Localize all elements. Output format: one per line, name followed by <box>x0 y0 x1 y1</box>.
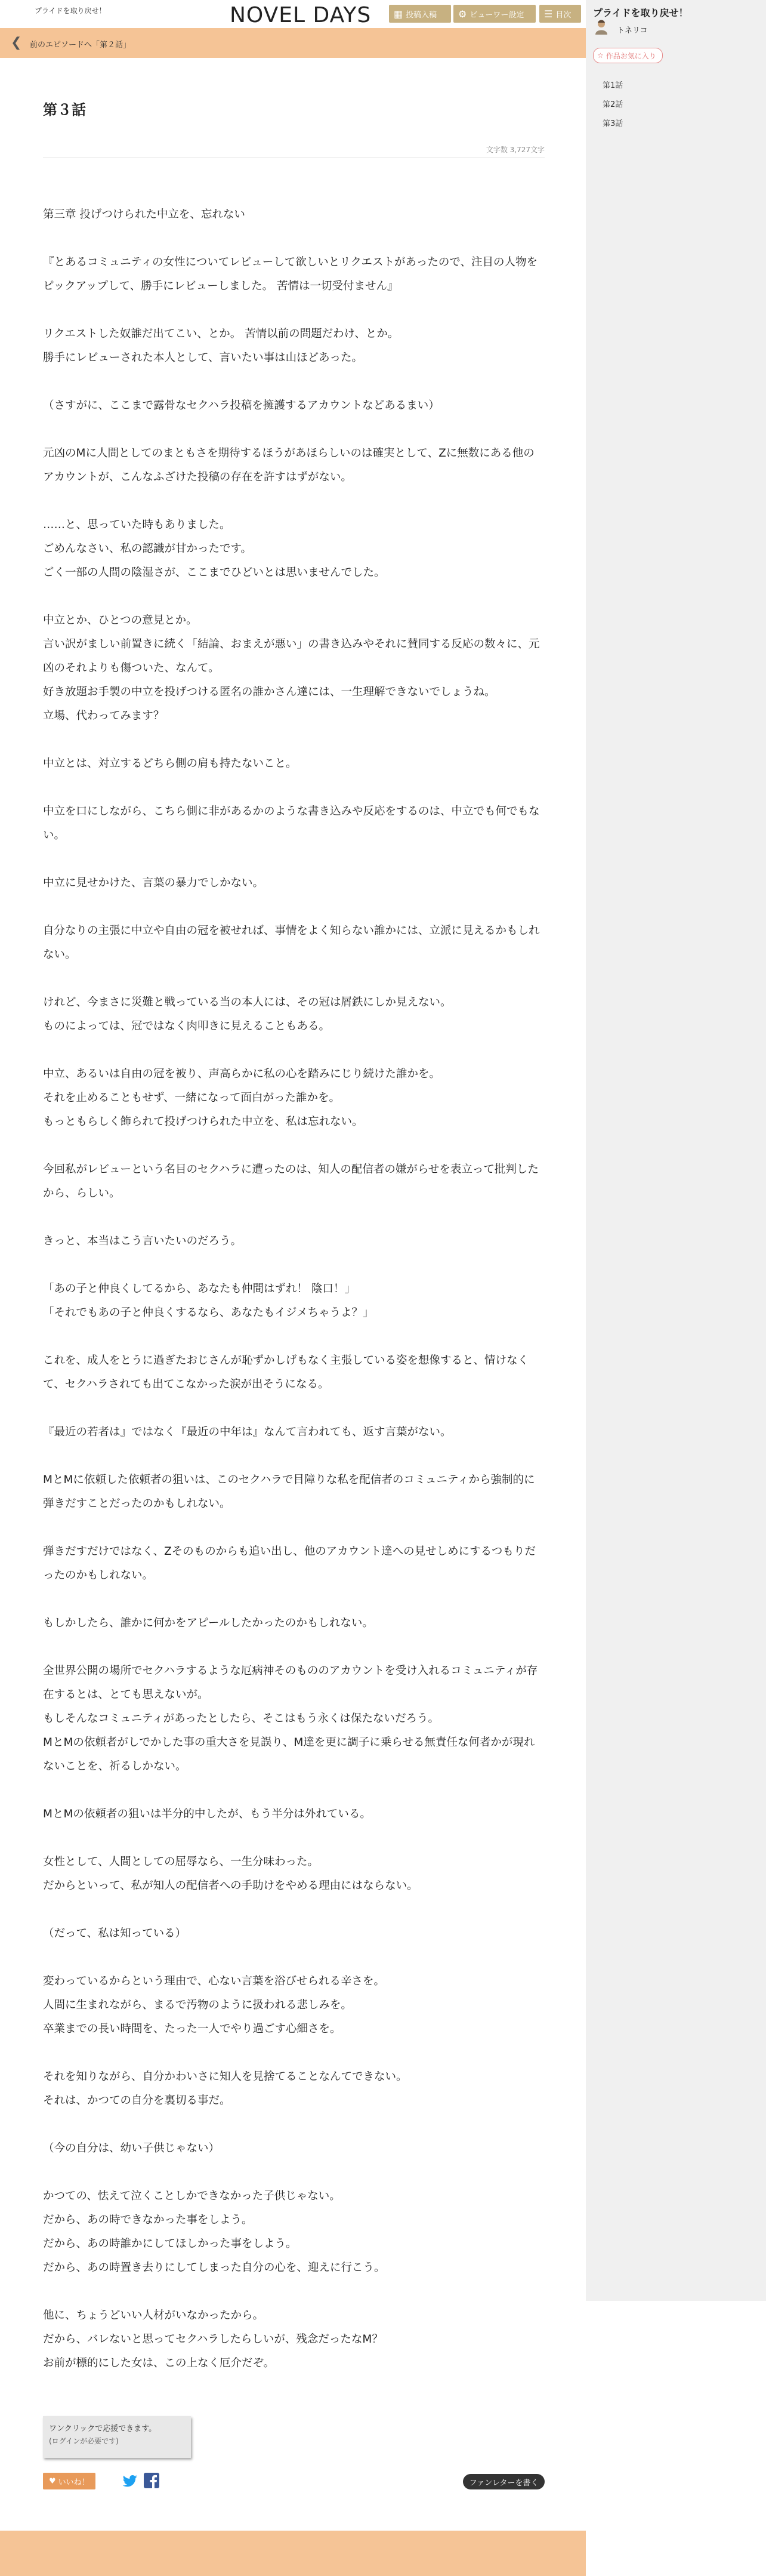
like-button[interactable] <box>43 2473 95 2489</box>
submit-button[interactable] <box>389 5 451 23</box>
heart-icon: ♥ <box>49 2476 56 2486</box>
body-paragraph: （さすがに、ここまで露骨なセクハラ投稿を擁護するアカウントなどあるまい） <box>43 399 440 412</box>
body-paragraph: きっと、本当はこう言いたいのだろう。 <box>43 1235 242 1247</box>
prev-episode-link[interactable]: 前のエピソードへ「第２話」 <box>30 41 131 50</box>
body-paragraph: MとMの依頼者の狙いは半分的中したが、もう半分は外れている。 <box>43 1808 371 1820</box>
body-paragraph: ……と、思っていた時もありました。 ごめんなさい、私の認識が甘かったです。 ごく一部の人間の陰湿さが、ここまでひどいとは思いませんでした。 <box>43 519 385 579</box>
sidebar-novel-title[interactable]: プライドを取り戻せ！ <box>593 7 688 19</box>
body-paragraph: 『最近の若者は』ではなく『最近の中年は』なんて言われても、返す言葉がない。 <box>43 1426 452 1438</box>
footer-band <box>0 2531 586 2576</box>
body-paragraph: （今の自分は、幼い子供じゃない） <box>43 2142 220 2155</box>
facebook-icon[interactable] <box>143 2472 160 2489</box>
page-title: 第３話 <box>43 101 86 118</box>
like-label: いいね！ <box>58 2478 89 2487</box>
body-paragraph: 中立を口にしながら、こちら側に非があるかのような書き込みや反応をするのは、中立でも何でもない。 <box>43 805 540 842</box>
cheer-tooltip <box>43 2416 191 2458</box>
body-paragraph: 自分なりの主張に中立や自由の冠を被せれば、事情をよく知らない誰かには、立派に見えるかもしれない。 <box>43 925 540 961</box>
body-paragraph: 他に、ちょうどいい人材がいなかったから。 だから、バレないと思ってセクハラしたらしいが、残念だったなM？ お前が標的にした女は、この上なく厄介だぞ。 <box>43 2309 383 2369</box>
gear-icon: ⚙ <box>458 8 467 20</box>
episode-list <box>603 79 623 136</box>
body-paragraph: これを、成人をとうに過ぎたおじさんが恥ずかしげもなく主張している姿を想像すると、情けなくて、セクハラされても出てこなかった涙が出そうになる。 <box>43 1354 529 1391</box>
body-paragraph: 「あの子と仲良くしてるから、あなたも仲間はずれ！ 陰口！」 「それでもあの子と仲良くするなら、あなたもイジメちゃうよ？」 <box>43 1283 374 1319</box>
twitter-icon[interactable] <box>122 2472 139 2489</box>
grid-icon: ▦ <box>394 8 403 20</box>
chevron-left-icon[interactable]: ❮ <box>11 35 22 50</box>
cheer-subtext: (ログインが必要です) <box>49 2437 119 2445</box>
body-paragraph: 『とあるコミュニティの女性についてレビューして欲しいとリクエストがあったので、注目の人物をピックアップして、勝手にレビューしました。 苦情は一切受付ません』 <box>43 256 538 292</box>
favorite-label: 作品お気に入り <box>606 51 656 60</box>
list-icon: ☰ <box>544 8 553 20</box>
fan-letter-button[interactable]: ファンレターを書く <box>463 2474 545 2489</box>
body-paragraph: （だって、私は知っている） <box>43 1927 187 1940</box>
site-logo[interactable]: NOVEL DAYS <box>230 3 372 27</box>
body-paragraph: もしかしたら、誰かに何かをアピールしたかったのかもしれない。 <box>43 1617 373 1629</box>
body-paragraph: けれど、今まさに災難と戦っている当の本人には、その冠は屑鉄にしか見えない。 ものによっては、冠ではなく肉叩きに見えることもある。 <box>43 996 452 1033</box>
star-icon: ☆ <box>597 51 604 60</box>
sidebar-item-episode-1[interactable]: 第1話 <box>603 81 623 90</box>
body-paragraph: 弾きだすだけではなく、Zそのものからも追い出し、他のアカウント達への見せしめにするつもりだったのかもしれない。 <box>43 1545 536 1582</box>
top-header <box>0 0 586 28</box>
viewer-settings-label: ビューワー設定 <box>470 10 524 20</box>
body-paragraph: 今回私がレビューという名目のセクハラに遭ったのは、知人の配信者の嫌がらせを表立って批判したから、らしい。 <box>43 1163 539 1200</box>
favorite-button[interactable] <box>593 48 663 63</box>
avatar[interactable] <box>594 19 609 35</box>
header-novel-title[interactable]: プライドを取り戻せ！ <box>35 7 106 15</box>
body-paragraph: かつての、怯えて泣くことしかできなかった子供じゃない。 だから、あの時できなかった事をしよう。 だから、あの時誰かにしてほしかった事をしよう。 だから、あの時置き去りにしてしまった自分の心を、迎えに行こう。 <box>43 2190 385 2274</box>
body-paragraph: 中立とは、対立するどちら側の肩も持たないこと。 <box>43 757 297 770</box>
submit-button-label: 投稿入稿 <box>406 10 437 20</box>
author-name[interactable]: トネリコ <box>617 26 648 35</box>
sidebar <box>586 0 766 2301</box>
toc-button[interactable] <box>539 5 581 23</box>
body-paragraph: 変わっているからという理由で、心ない言葉を浴びせられる辛さを。 人間に生まれながら、まるで汚物のように扱われる悲しみを。 卒業までの長い時間を、たった一人でやり過ごす心細さを。 <box>43 1975 385 2035</box>
body-paragraph: 第三章 投げつけられた中立を、忘れない <box>43 208 245 221</box>
sidebar-item-episode-3[interactable]: 第3話 <box>603 119 623 128</box>
sidebar-item-episode-2[interactable]: 第2話 <box>603 100 623 109</box>
body-paragraph: 中立に見せかけた、言葉の暴力でしかない。 <box>43 877 264 889</box>
body-paragraph: リクエストした奴誰だ出てこい、とか。 苦情以前の問題だわけ、とか。 勝手にレビューされた本人として、言いたい事は山ほどあった。 <box>43 328 399 364</box>
body-paragraph: 元凶のMに人間としてのまともさを期待するほうがあほらしいのは確実として、Zに無数にある他のアカウントが、こんなふざけた投稿の存在を許すはずがない。 <box>43 447 535 483</box>
cheer-text: ワンクリックで応援できます。 <box>49 2424 157 2433</box>
body-paragraph: 全世界公開の場所でセクハラするような厄病神そのもののアカウントを受け入れるコミュニティが存在するとは、とても思えないが。 もしそんなコミュニティがあったとしたら、そこはもう永くは保たないだろう。 MとMの依頼者がしでかした事の重大さを見誤り、M達を更に調子に乗らせる無責任な何者かが現れないことを、祈るしかない。 <box>43 1665 538 1773</box>
episode-nav-bar <box>0 28 586 58</box>
body-paragraph: それを知りながら、自分かわいさに知人を見捨てることなんてできない。 それは、かつての自分を裏切る事だ。 <box>43 2070 407 2107</box>
body-paragraph: MとMに依頼した依頼者の狙いは、このセクハラで目障りな私を配信者のコミュニティから強制的に弾きだすことだったのかもしれない。 <box>43 1474 535 1510</box>
viewer-settings-button[interactable] <box>453 5 536 23</box>
episode-body <box>43 203 545 2399</box>
body-paragraph: 女性として、人間としての屈辱なら、一生分味わった。 だからといって、私が知人の配信者への手助けをやめる理由にはならない。 <box>43 1856 418 1892</box>
body-paragraph: 中立とか、ひとつの意見とか。 言い訳がましい前置きに続く「結論、おまえが悪い」の書き込みやそれに賛同する反応の数々に、元凶のそれよりも傷ついた、なんて。 好き放題お手製の中立を投げつける匿名の誰かさん達には、一生理解できないでしょうね。 立場、代わってみます？ <box>43 614 540 722</box>
toc-button-label: 目次 <box>555 10 572 20</box>
char-count: 文字数 3,727文字 <box>486 146 545 154</box>
body-paragraph: 中立、あるいは自由の冠を被り、声高らかに私の心を踏みにじり続けた誰かを。 それを止めることもせず、一緒になって面白がった誰かを。 もっともらしく飾られて投げつけられた中立を、私は忘れない。 <box>43 1068 441 1128</box>
